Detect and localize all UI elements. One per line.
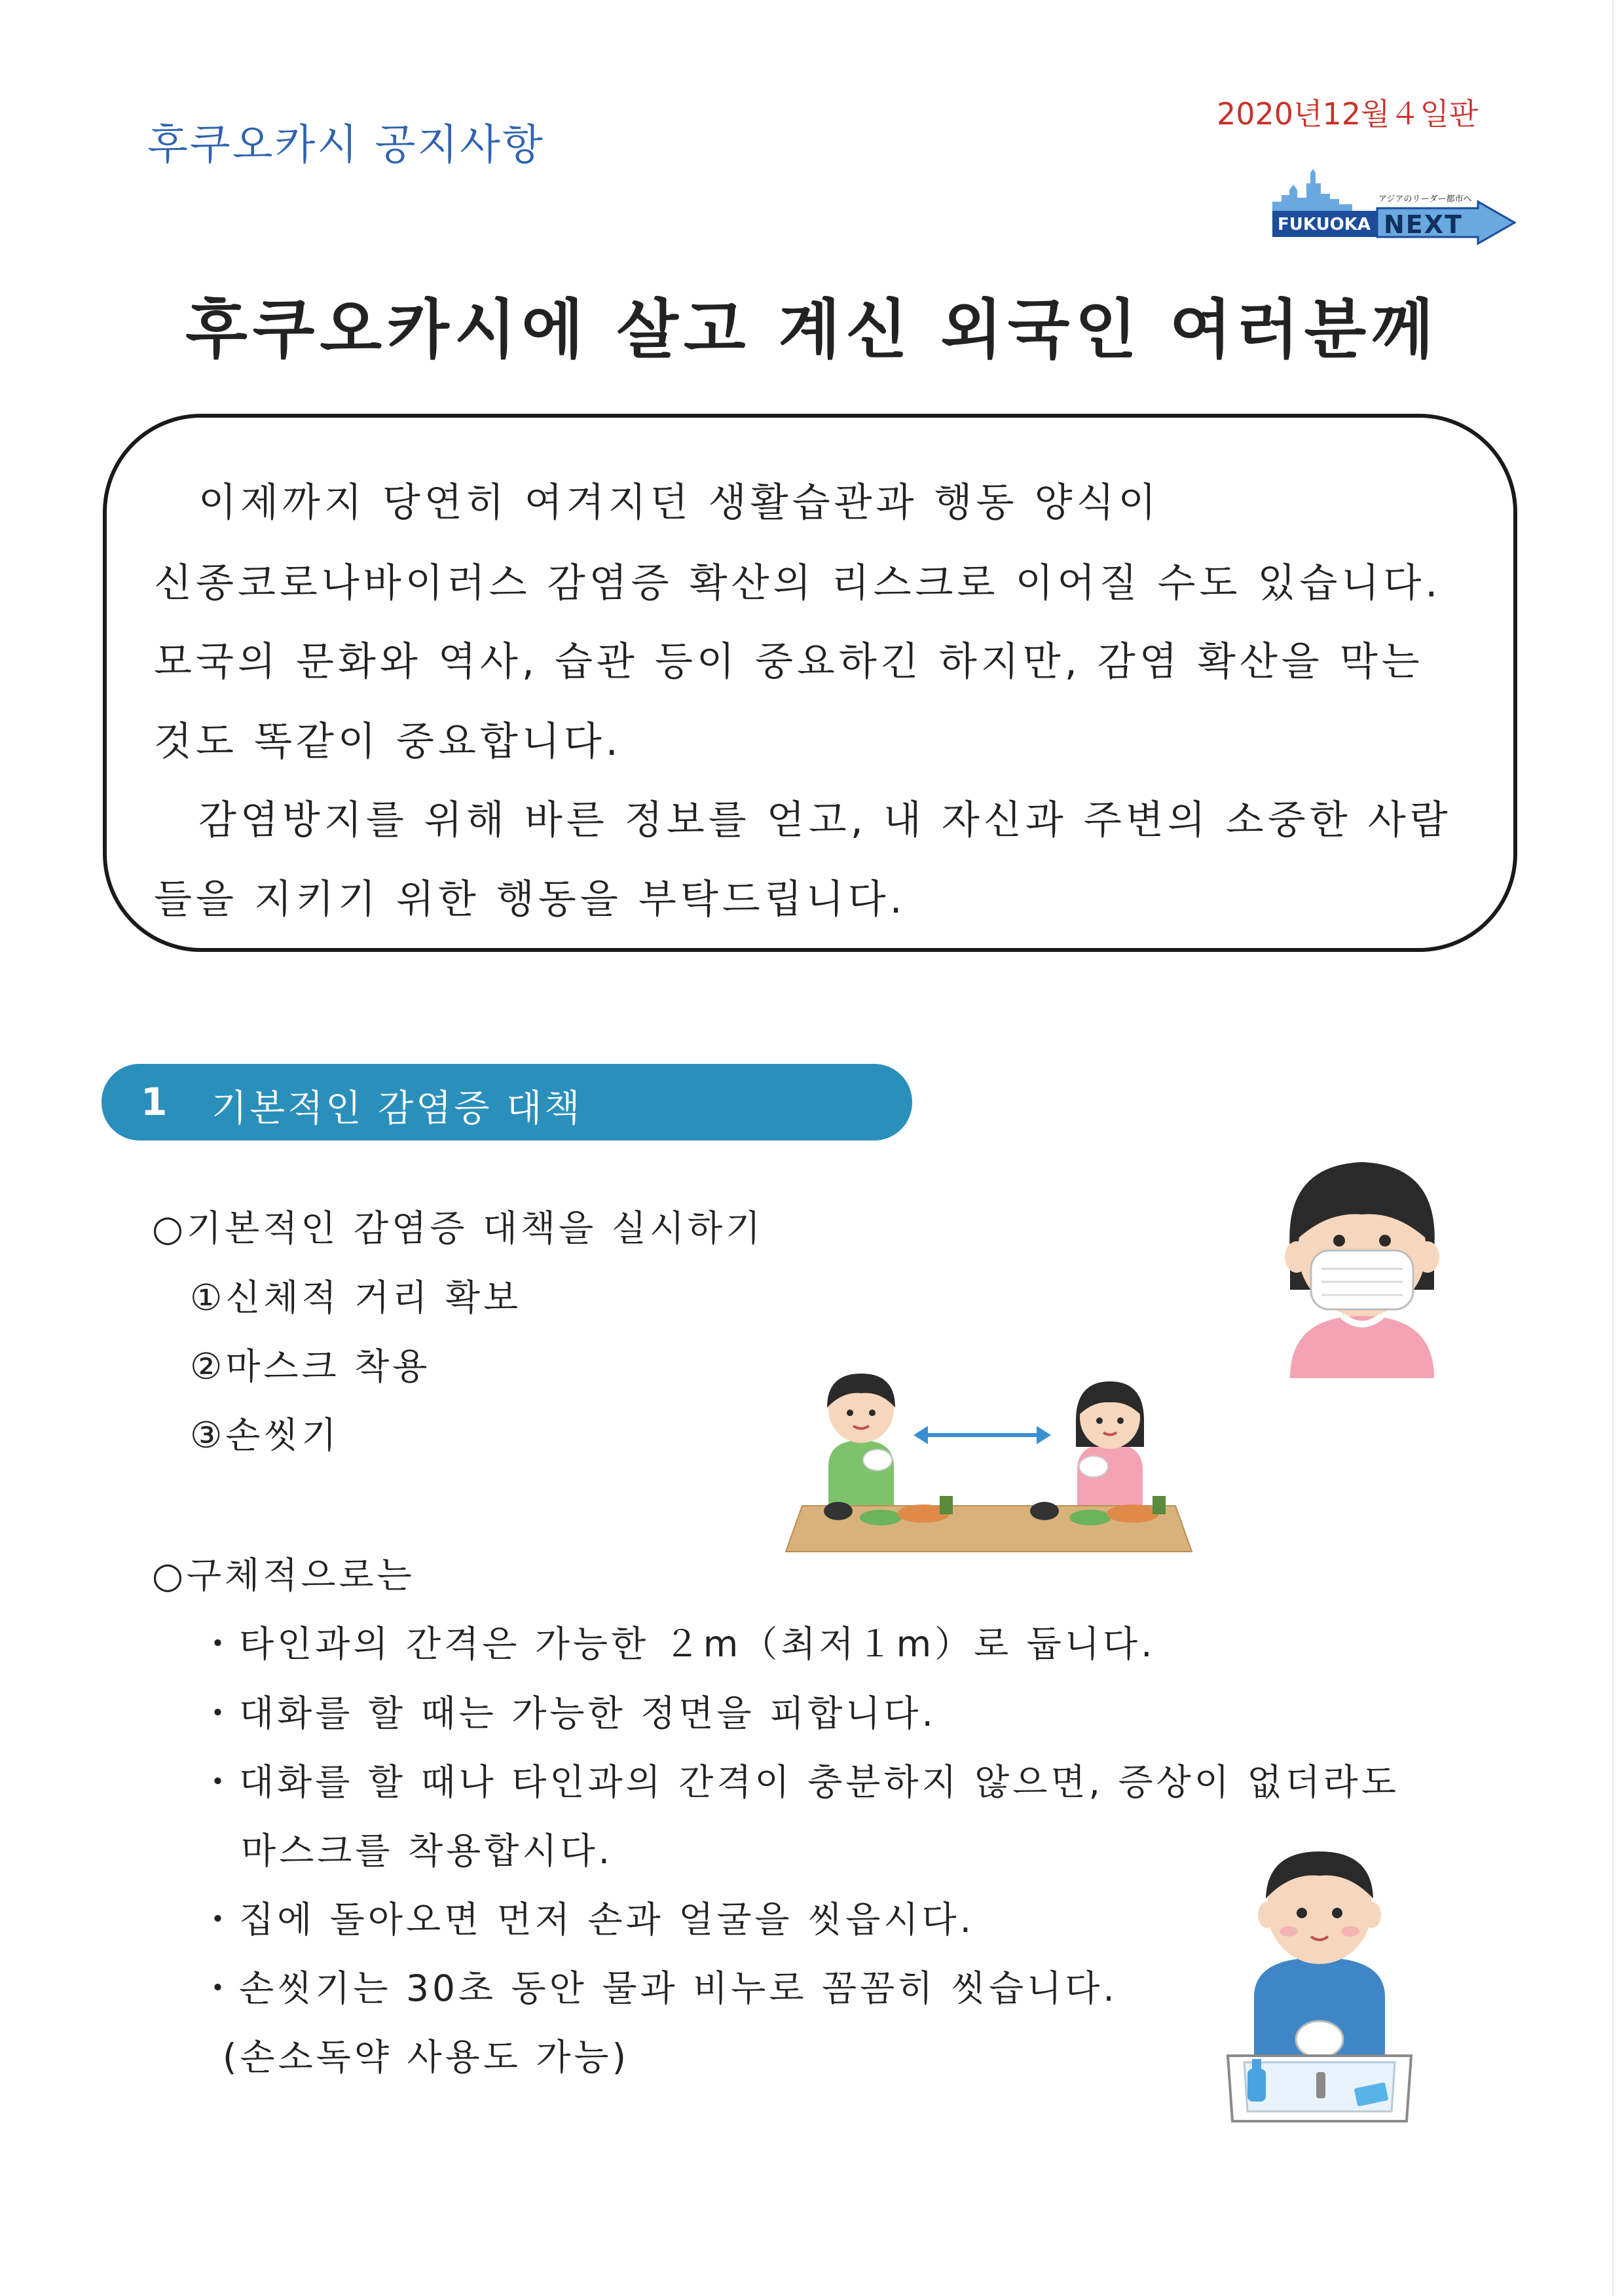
section-1-header bbox=[101, 1064, 912, 1140]
two-people-eating-apart-icon bbox=[783, 1362, 1195, 1558]
edition-date: 2020년12월４일판 bbox=[1217, 96, 1479, 132]
intro-line: 이제까지 당연히 여겨지던 생활습관과 행동 양식이 bbox=[198, 480, 1160, 526]
basic-item: ①신체적 거리 확보 bbox=[190, 1277, 522, 1319]
child-washing-hands-icon bbox=[1218, 1833, 1421, 2128]
org-label: 후쿠오카시 공지사항 bbox=[147, 121, 545, 170]
logo-right-text: NEXT bbox=[1384, 210, 1463, 239]
specific-item: ・손씻기는 30초 동안 물과 비누로 꼼꼼히 씻습니다. bbox=[200, 1967, 1118, 2009]
basic-heading: ○기본적인 감염증 대책을 실시하기 bbox=[152, 1207, 764, 1249]
specific-item: ・타인과의 간격은 가능한 ２m（최저１m）로 둡니다. bbox=[200, 1623, 1156, 1665]
logo-left-text: FUKUOKA bbox=[1278, 215, 1371, 234]
intro-box bbox=[103, 414, 1517, 952]
intro-line: 것도 똑같이 중요합니다. bbox=[154, 719, 622, 765]
specific-item-continued: 마스크를 착용합시다. bbox=[241, 1830, 614, 1872]
specific-item: ・집에 돌아오면 먼저 손과 얼굴을 씻읍시다. bbox=[200, 1899, 975, 1941]
basic-item: ③손씻기 bbox=[190, 1414, 340, 1456]
intro-line: 감염방지를 위해 바른 정보를 얻고, 내 자신과 주변의 소중한 사람 bbox=[198, 797, 1452, 843]
person-wearing-mask-icon bbox=[1277, 1152, 1447, 1378]
specific-item: ・대화를 할 때나 타인과의 간격이 충분하지 않으면, 증상이 없더라도 bbox=[200, 1761, 1399, 1803]
page-title: 후쿠오카시에 살고 계신 외국인 여러분께 bbox=[185, 293, 1439, 367]
section-number: 1 bbox=[141, 1080, 168, 1124]
intro-line: 모국의 문화와 역사, 습관 등이 중요하긴 하지만, 감염 확산을 막는 bbox=[154, 639, 1424, 685]
specific-heading: ○구체적으로는 bbox=[152, 1554, 415, 1596]
logo-tagline: アジアのリーダー都市へ bbox=[1378, 194, 1472, 204]
fukuoka-next-logo bbox=[1267, 164, 1522, 249]
intro-line: 들을 지키기 위한 행동을 부탁드립니다. bbox=[154, 877, 906, 922]
specific-item: ・대화를 할 때는 가능한 정면을 피합니다. bbox=[200, 1692, 936, 1734]
intro-line: 신종코로나바이러스 감염증 확산의 리스크로 이어질 수도 있습니다. bbox=[154, 560, 1442, 606]
basic-item: ②마스크 착용 bbox=[190, 1345, 431, 1387]
specific-item-note: (손소독약 사용도 가능) bbox=[223, 2036, 630, 2078]
section-title: 기본적인 감염증 대책 bbox=[212, 1087, 583, 1130]
